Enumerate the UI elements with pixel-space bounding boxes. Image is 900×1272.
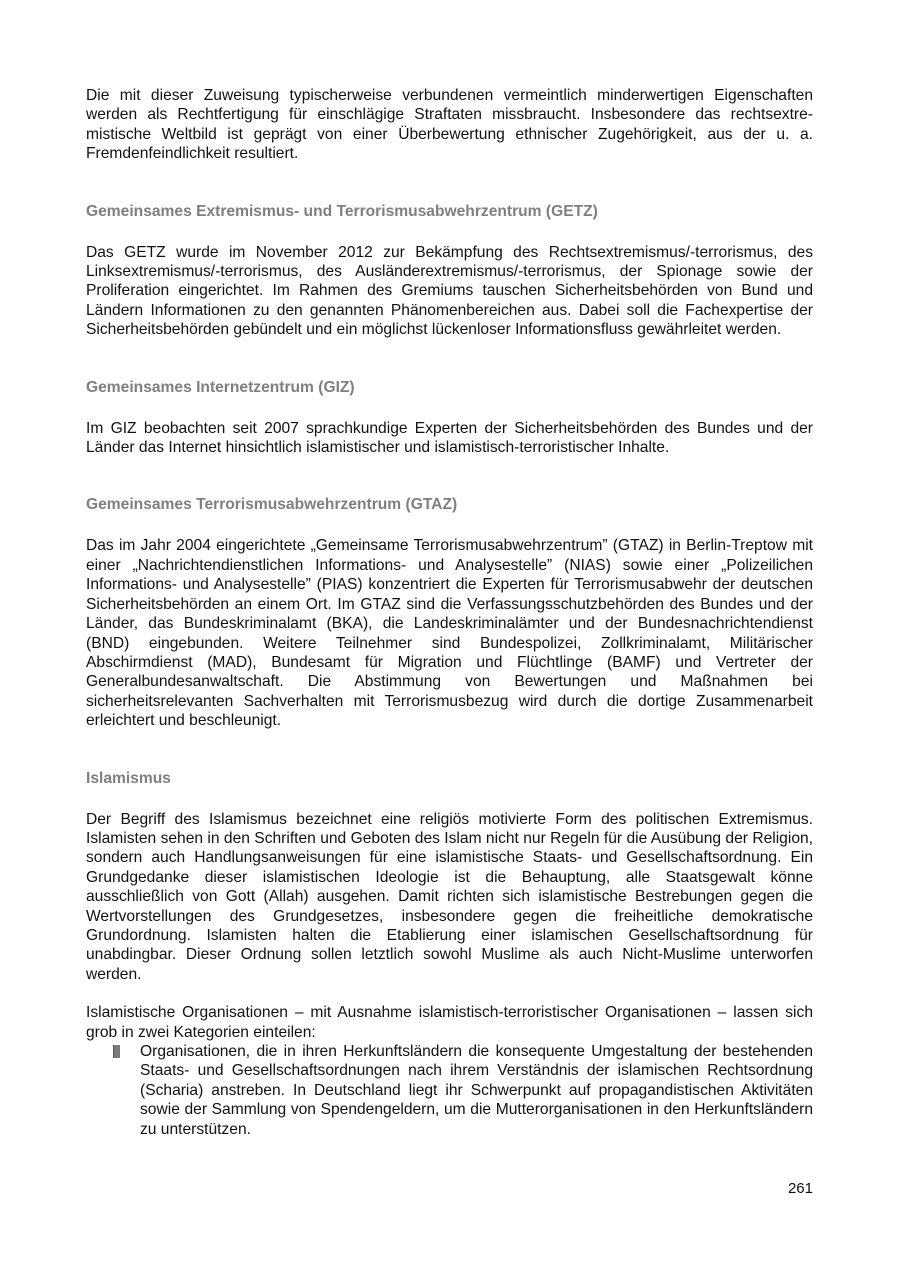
section-heading-giz: Gemeinsames Internetzentrum (GIZ) xyxy=(86,378,355,396)
section-paragraph-islamismus: Der Begriff des Islamismus bezeichnet eine religiös motivierte Form des politischen Extremismus. Islamisten sehen in den Schriften und Geboten des Islam nicht nur Regeln für die Ausübung der Religion, sondern auch Handlungsanweisungen für eine islamistische Staats- und Gesellschaftsordnung. Ein Grundgedanke dieser islamistischen Ideologie ist die Behauptung, alle Staatsgewalt könne ausschließlich von Gott (Allah) ausgehen. Damit richten sich islamistische Bestrebungen gegen die Wertvorstellungen des Grundgesetzes, insbesondere gegen die freiheitliche demokratische Grundordnung. Islamisten halten die Etablierung einer islamischen Gesellschaftsordnung für unabdingbar. Dieser Ordnung sollen letztlich sowohl Muslime als auch Nicht-Muslime unterworfen werden. xyxy=(86,810,813,983)
section-heading-islamismus: Islamismus xyxy=(86,769,171,787)
section-paragraph-giz: Im GIZ beobachten seit 2007 sprachkundige Experten der Sicherheitsbehörden des Bundes und der Länder das Internet hinsichtlich islamistischer und islamistisch-terroristischer Inhalte. xyxy=(86,419,813,457)
list-item-text: Organisationen, die in ihren Herkunftsländern die konsequente Umgestaltung der bestehenden Staats- und Gesellschaftsordnungen nach ihrem Verständnis der islamischen Rechtsordnung (Scharia) anstreben. In Deutschland liegt ihr Schwerpunkt auf propagandistischen Aktivitäten sowie der Sammlung von Spendengeldern, um die Mutterorganisationen in den Herkunftsländern zu unterstützen. xyxy=(140,1043,813,1138)
section-heading-getz: Gemeinsames Extremismus- und Terrorismusabwehrzentrum (GETZ) xyxy=(86,202,598,220)
bullet-marker-icon xyxy=(113,1045,120,1058)
page-number: 261 xyxy=(787,1180,813,1197)
bullet-list xyxy=(86,1042,813,1139)
section-heading-gtaz: Gemeinsames Terrorismusabwehrzentrum (GTAZ) xyxy=(86,496,458,514)
list-item xyxy=(86,1042,813,1139)
intro-paragraph: Die mit dieser Zuweisung typischerweise verbundenen vermeintlich minderwertigen Eigenschaften werden als Rechtfertigung für einschlägige Straftaten missbraucht. Insbesondere das rechtsextremistische Weltbild ist geprägt von einer Überbewertung ethnischer Zugehörigkeit, aus der u. a. Fremdenfeindlichkeit resultiert. xyxy=(86,87,813,163)
section-paragraph-gtaz: Das im Jahr 2004 eingerichtete „Gemeinsame Terrorismusabwehrzentrum” (GTAZ) in Berlin-Treptow mit einer „Nachrichtendienstlichen Informations- und Analysestelle” (NIAS) sowie einer „Polizeilichen Informations- und Analysestelle” (PIAS) konzentriert die Experten für Terrorismusabwehr der deutschen Sicherheitsbehörden an einem Ort. Im GTAZ sind die Verfassungsschutzbehörden des Bundes und der Länder, das Bundeskriminalamt (BKA), die Landeskriminalämter und der Bundesnachrichtendienst (BND) eingebunden. Weitere Teilnehmer sind Bundespolizei, Zollkriminalamt, Militärischer Abschirmdienst (MAD), Bundesamt für Migration und Flüchtlinge (BAMF) und Vertreter der Generalbundesanwaltschaft. Die Abstimmung von Bewertungen und Maßnahmen bei sicherheitsrelevanten Sachverhalten mit Terrorismusbezug wird durch die dortige Zusammenarbeit erleichtert und beschleunigt. xyxy=(86,537,813,730)
section-paragraph-islamismus-categories: Islamistische Organisationen – mit Ausnahme islamistisch-terroristischer Organisationen – lassen sich grob in zwei Kategorien einteilen: xyxy=(86,1004,813,1041)
document-page xyxy=(86,86,813,1139)
section-paragraph-getz: Das GETZ wurde im November 2012 zur Bekämpfung des Rechtsextremismus/-terrorismus, des Linksextremismus/-terrorismus, des Ausländerextremismus/-terrorismus, der Spionage sowie der Proliferation eingerichtet. Im Rahmen des Gremiums tauschen Sicherheitsbehörden von Bund und Ländern Informationen zu den genannten Phänomenbereichen aus. Dabei soll die Fachexpertise der Sicherheitsbehörden gebündelt und ein möglichst lückenloser Informationsfluss gewährleitet werden. xyxy=(86,243,813,339)
